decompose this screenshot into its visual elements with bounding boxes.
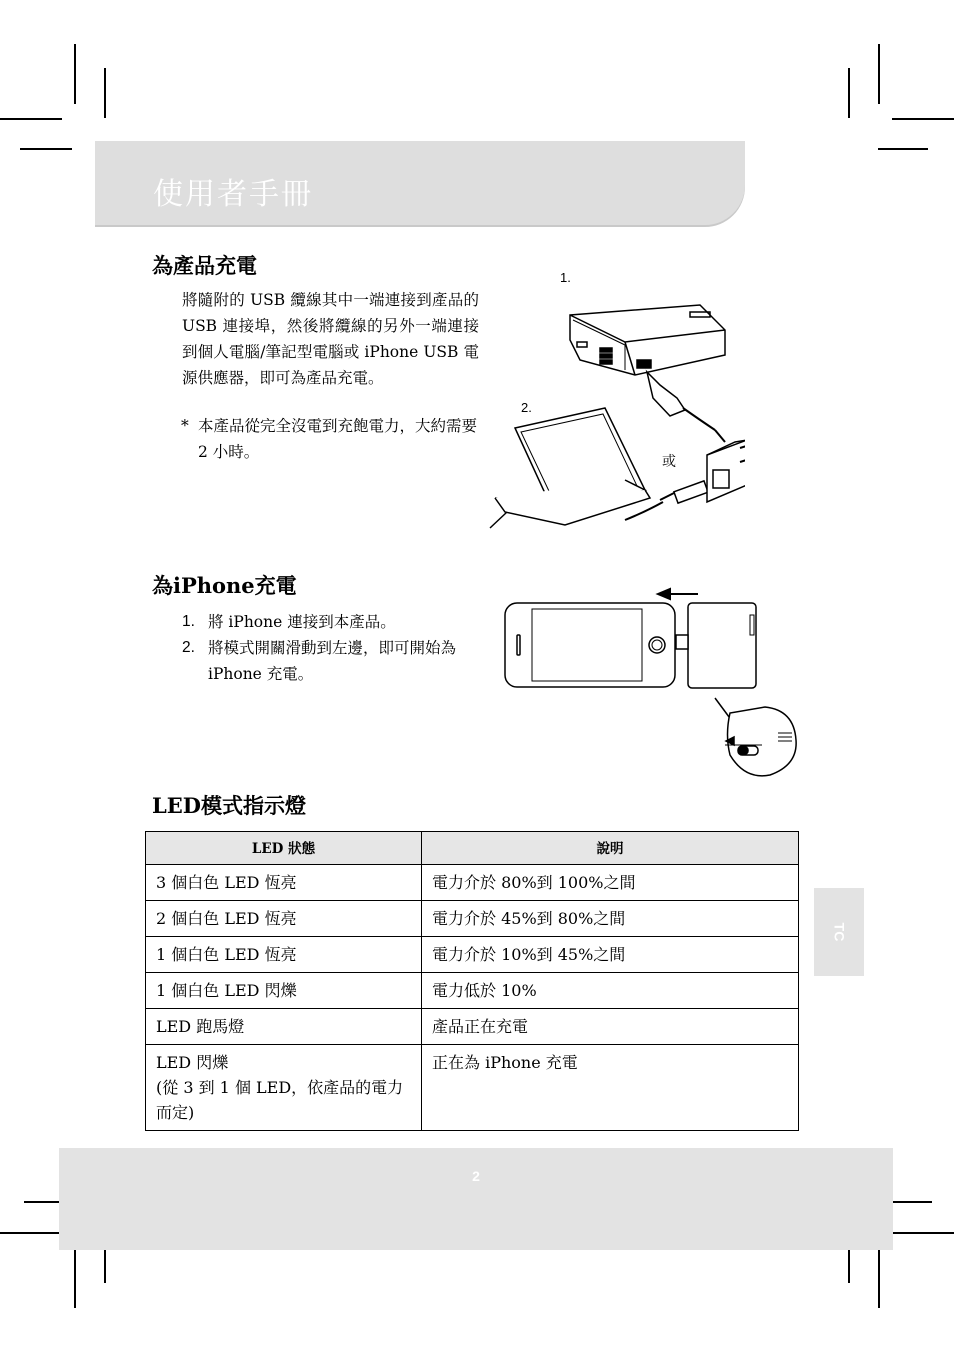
laptop-icon	[490, 408, 650, 528]
power-bank-icon	[676, 603, 756, 688]
crop-mark	[878, 44, 880, 104]
crop-mark	[892, 1232, 954, 1234]
crop-mark	[20, 148, 72, 150]
crop-mark	[74, 44, 76, 104]
iphone-connection-illustration	[500, 585, 800, 780]
table-row: LED 跑馬燈 產品正在充電	[146, 1009, 799, 1045]
charging-illustration	[485, 280, 745, 540]
table-row: LED 閃爍 (從 3 到 1 個 LED，依產品的電力而定) 正在為 iPhone 充電	[146, 1045, 799, 1131]
column-header-status: LED 狀態	[146, 832, 422, 865]
column-header-description: 說明	[422, 832, 799, 865]
usb-cable-icon	[647, 372, 725, 442]
or-label: 或	[662, 454, 676, 470]
step-item: 1. 將 iPhone 連接到本產品。	[182, 613, 396, 631]
step-item: 2. 將模式開關滑動到左邊，即可開始為 iPhone 充電。	[182, 639, 457, 683]
crop-mark	[878, 1248, 880, 1308]
crop-mark	[892, 118, 954, 120]
arrow-left-icon	[658, 589, 698, 599]
header-band	[95, 141, 745, 225]
crop-mark	[848, 68, 850, 118]
crop-mark	[74, 1248, 76, 1308]
crop-mark	[878, 148, 928, 150]
figure-label-1: 1.	[560, 270, 571, 285]
language-tab-label: TC	[831, 922, 848, 942]
page-title: 使用者手冊	[153, 177, 313, 212]
table-row: 3 個白色 LED 恆亮 電力介於 80%到 100%之間	[146, 865, 799, 901]
mode-switch-callout	[715, 698, 796, 776]
table-row: 2 個白色 LED 恆亮 電力介於 45%到 80%之間	[146, 901, 799, 937]
page-number: 2	[472, 1168, 480, 1184]
wall-adapter-icon	[707, 440, 745, 502]
charge-product-paragraph: 將隨附的 USB 纜線其中一端連接到產品的 USB 連接埠，然後將纜線的另外一端連接到個人電腦/筆記型電腦或 iPhone USB 電源供應器，即可為產品充電。	[182, 291, 479, 387]
power-bank-icon	[570, 305, 725, 375]
figure-label-2: 2.	[521, 400, 532, 415]
led-status-table	[145, 831, 799, 1131]
charge-time-note: 本產品從完全沒電到充飽電力，大約需要 2 小時。	[198, 417, 478, 461]
crop-mark	[0, 118, 62, 120]
note-asterisk: *	[181, 417, 189, 435]
led-heading: LED模式指示燈	[152, 793, 306, 818]
charge-iphone-heading: 為iPhone充電	[152, 573, 297, 598]
table-row: 1 個白色 LED 恆亮 電力介於 10%到 45%之間	[146, 937, 799, 973]
footer-band	[59, 1148, 893, 1250]
crop-mark	[104, 68, 106, 118]
table-header-row	[146, 832, 799, 865]
charge-iphone-steps	[182, 609, 480, 687]
language-tab	[814, 888, 864, 976]
crop-mark	[0, 1232, 62, 1234]
charge-product-heading: 為產品充電	[152, 253, 257, 278]
iphone-icon	[505, 603, 675, 687]
table-row: 1 個白色 LED 閃爍 電力低於 10%	[146, 973, 799, 1009]
